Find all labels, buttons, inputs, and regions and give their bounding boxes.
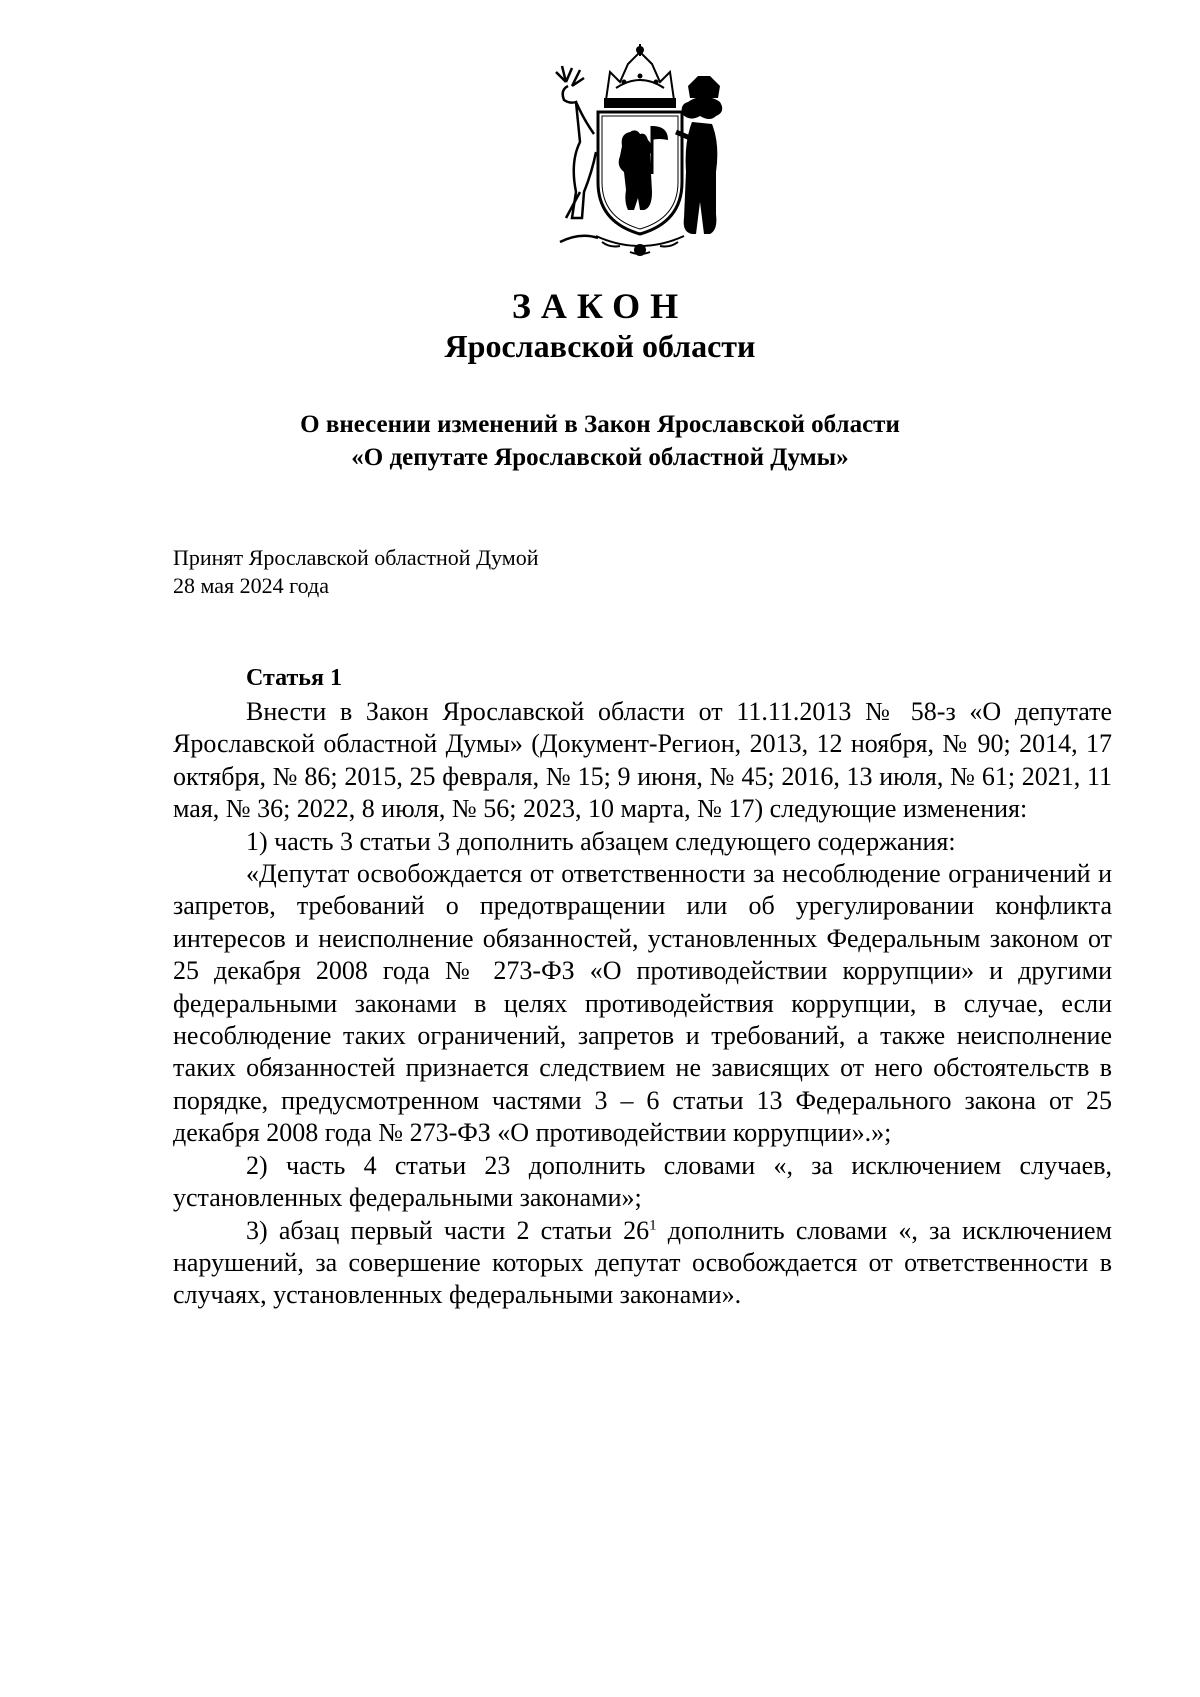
document-type-title: ЗАКОН (511, 286, 689, 326)
amendment-item-3-text-start: 3) абзац первый части 2 статьи 26 (246, 1215, 650, 1245)
law-subject (0, 408, 1200, 474)
coat-of-arms-icon (540, 42, 740, 260)
amendment-item-1-quote: «Депутат освобождается от ответственности за несоблюдение ограничений и запретов, требований о предотвращении или об урегулировании конфликта интересов и неисполнение обязанностей, установленных Федеральным законом от 25 декабря 2008 года № 273-ФЗ «О противодействии коррупции» и другими федеральными законами в целях противодействия коррупции, в случае, если несоблюдение таких ограничений, запретов и требований, а также неисполнение таких обязанностей признается следствием не зависящих от него обстоятельств в порядке, предусмотренном частями 3 – 6 статьи 13 Федерального закона от 25 декабря 2008 года № 273-ФЗ «О противодействии коррупции».»; (173, 859, 1112, 1148)
article-body (173, 696, 1112, 1312)
amendment-item-2: 2) часть 4 статьи 23 дополнить словами «, за исключением случаев, установленных федеральными законами»; (173, 1150, 1112, 1213)
superscript-index: 1 (649, 1216, 657, 1233)
article-title: Статья 1 (246, 665, 342, 691)
law-subject-line-1: О внесении изменений в Закон Ярославской области (300, 411, 900, 438)
shield-icon (598, 112, 682, 234)
crown-icon (604, 44, 676, 108)
laurel-wreath-icon (596, 236, 684, 255)
deer-supporter-icon (556, 66, 598, 242)
amendment-item-1: 1) часть 3 статьи 3 дополнить абзацем следующего содержания: (246, 826, 956, 856)
amendment-item-3-text-end: дополнить словами «, за исключением нарушений, за совершение которых депутат освобождается от ответственности в случаях, установленных федеральными законами». (173, 1215, 1113, 1310)
adoption-authority: Принят Ярославской областной Думой (173, 545, 539, 570)
amendment-item-3 (173, 1215, 1112, 1312)
adoption-info (173, 544, 539, 600)
law-subject-line-2: «О депутате Ярославской областной Думы» (351, 444, 849, 471)
region-title: Ярославской области (444, 328, 756, 364)
adoption-date: 28 мая 2024 года (173, 573, 329, 598)
article-intro-paragraph: Внести в Закон Ярославской области от 11.11.2013 № 58-з «О депутате Ярославской областной Думы» (Документ-Регион, 2013, 12 ноября, № 90; 2014, 17 октября, № 86; 2015, 25 февраля, № 15; 9 июня, № 45; 2016, 13 июля, № 61; 2021, 11 мая, № 36; 2022, 8 июля, № 56; 2023, 10 марта, № 17) следующие изменения: (173, 697, 1112, 824)
